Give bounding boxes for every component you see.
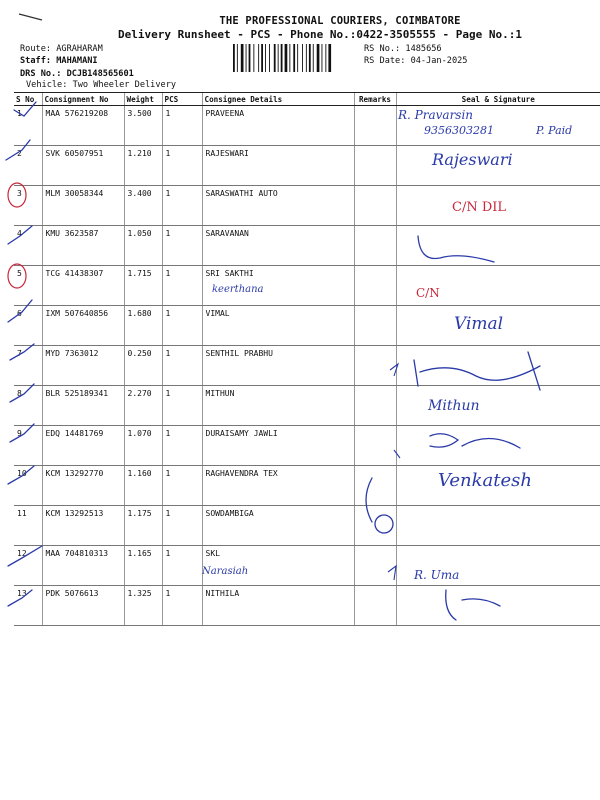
serial-number-cell: 1: [14, 106, 42, 146]
seal-signature-cell: [396, 266, 600, 306]
row3-cn-note: C/N DIL: [452, 200, 507, 215]
consignment-number-cell: SVK 60507951: [42, 146, 124, 186]
remarks-cell: [354, 226, 396, 266]
pcs-cell: 1: [162, 106, 202, 146]
col-header-seal-signature: Seal & Signature: [396, 93, 600, 106]
seal-signature-cell: [396, 466, 600, 506]
remarks-cell: [354, 586, 396, 626]
consignment-number-cell: MAA 704810313: [42, 546, 124, 586]
row8-signature: Mithun: [428, 398, 480, 414]
barcode-bar: [233, 44, 235, 72]
weight-cell: 0.250: [124, 346, 162, 386]
table-row: [14, 386, 600, 426]
barcode-bar: [293, 44, 295, 72]
barcode-bar: [289, 44, 290, 72]
col-header-consignee: Consignee Details: [202, 93, 354, 106]
weight-cell: 1.050: [124, 226, 162, 266]
barcode-bar: [261, 44, 263, 72]
row1-paid-note: P. Paid: [536, 124, 573, 137]
weight-cell: 1.325: [124, 586, 162, 626]
consignment-number-cell: PDK 5076613: [42, 586, 124, 626]
barcode-bar: [309, 44, 311, 72]
runsheet-title: Delivery Runsheet - PCS - Phone No.:0422-3505555 - Page No.:1: [118, 28, 522, 41]
row2-signature: Rajeswari: [432, 150, 513, 169]
weight-cell: 1.175: [124, 506, 162, 546]
col-header-pcs: PCS: [162, 93, 202, 106]
consignee-cell: SARASWATHI AUTO: [202, 186, 354, 226]
weight-cell: 1.160: [124, 466, 162, 506]
remarks-cell: [354, 426, 396, 466]
table-row: [14, 346, 600, 386]
pcs-cell: 1: [162, 426, 202, 466]
seal-signature-cell: [396, 506, 600, 546]
rs-date: RS Date: 04-Jan-2025: [364, 56, 468, 66]
row5-consignee-note: keerthana: [212, 284, 264, 295]
consignee-cell: SKL: [202, 546, 354, 586]
consignment-number-cell: MLM 30058344: [42, 186, 124, 226]
serial-number-cell: 9: [14, 426, 42, 466]
row6-signature: Vimal: [454, 314, 504, 334]
table-row: [14, 546, 600, 586]
remarks-cell: [354, 346, 396, 386]
col-header-weight: Weight: [124, 93, 162, 106]
table-row: [14, 146, 600, 186]
seal-signature-cell: [396, 346, 600, 386]
table-row: [14, 106, 600, 146]
vehicle-label: Vehicle: Two Wheeler Delivery: [26, 80, 177, 90]
drs-barcode: [232, 44, 354, 72]
consignment-number-cell: KMU 3623587: [42, 226, 124, 266]
row1-recipient-name: R. Pravarsin: [398, 108, 474, 122]
weight-cell: 1.165: [124, 546, 162, 586]
table-row: [14, 466, 600, 506]
serial-number-cell: 8: [14, 386, 42, 426]
pcs-cell: 1: [162, 546, 202, 586]
runsheet-table: [14, 92, 600, 626]
remarks-cell: [354, 306, 396, 346]
consignment-number-cell: TCG 41438307: [42, 266, 124, 306]
pcs-cell: 1: [162, 506, 202, 546]
seal-signature-cell: [396, 106, 600, 146]
remarks-cell: [354, 386, 396, 426]
seal-signature-cell: [396, 306, 600, 346]
barcode-bar: [322, 44, 323, 72]
weight-cell: 1.210: [124, 146, 162, 186]
table-row: [14, 266, 600, 306]
pcs-cell: 1: [162, 226, 202, 266]
consignee-cell: NITHILA: [202, 586, 354, 626]
remarks-cell: [354, 466, 396, 506]
serial-number-cell: 10: [14, 466, 42, 506]
seal-signature-cell: [396, 226, 600, 266]
remarks-cell: [354, 546, 396, 586]
seal-signature-cell: [396, 586, 600, 626]
consignment-number-cell: KCM 13292513: [42, 506, 124, 546]
remarks-cell: [354, 106, 396, 146]
pcs-cell: 1: [162, 346, 202, 386]
barcode-bar: [325, 44, 326, 72]
seal-signature-cell: [396, 186, 600, 226]
corner-pen-mark: [18, 12, 44, 22]
barcode-bar: [274, 44, 276, 72]
remarks-cell: [354, 186, 396, 226]
barcode-bar: [297, 44, 298, 72]
barcode-bar: [258, 44, 259, 72]
consignee-cell: SOWDAMBIGA: [202, 506, 354, 546]
pcs-cell: 1: [162, 186, 202, 226]
drs-number: DRS No.: DCJB148565601: [20, 69, 134, 79]
table-row: [14, 586, 600, 626]
seal-signature-cell: [396, 146, 600, 186]
consignee-cell: RAJESWARI: [202, 146, 354, 186]
consignment-number-cell: MAA 576219208: [42, 106, 124, 146]
serial-number-cell: 7: [14, 346, 42, 386]
barcode-bar: [281, 44, 283, 72]
weight-cell: 2.270: [124, 386, 162, 426]
pcs-cell: 1: [162, 386, 202, 426]
seal-signature-cell: [396, 426, 600, 466]
weight-cell: 3.500: [124, 106, 162, 146]
consignee-cell: RAGHAVENDRA TEX: [202, 466, 354, 506]
seal-signature-cell: [396, 546, 600, 586]
table-row: [14, 506, 600, 546]
consignment-number-cell: EDQ 14481769: [42, 426, 124, 466]
barcode-bar: [253, 44, 254, 72]
table-row: [14, 226, 600, 266]
remarks-cell: [354, 506, 396, 546]
row10-signature: Venkatesh: [438, 470, 532, 491]
consignee-cell: SRI SAKTHI: [202, 266, 354, 306]
serial-number-cell: 4: [14, 226, 42, 266]
col-header-remarks: Remarks: [354, 93, 396, 106]
pcs-cell: 1: [162, 146, 202, 186]
barcode-bar: [285, 44, 288, 72]
remarks-cell: [354, 146, 396, 186]
rs-number: RS No.: 1485656: [364, 44, 442, 54]
row5-cn-note: C/N: [416, 286, 440, 300]
barcode-bar: [313, 44, 314, 72]
barcode-bar: [265, 44, 266, 72]
barcode-bar: [317, 44, 320, 72]
consignee-cell: MITHUN: [202, 386, 354, 426]
table-header-row: [14, 93, 600, 106]
barcode-bar: [306, 44, 307, 72]
pcs-cell: 1: [162, 466, 202, 506]
consignee-cell: SARAVANAN: [202, 226, 354, 266]
weight-cell: 1.680: [124, 306, 162, 346]
row12-signature: R. Uma: [414, 568, 460, 582]
barcode-bar: [302, 44, 303, 72]
table-row: [14, 426, 600, 466]
consignment-number-cell: KCM 13292770: [42, 466, 124, 506]
table-row: [14, 306, 600, 346]
barcode-bar: [328, 44, 331, 72]
barcode-bar: [269, 44, 270, 72]
serial-number-cell: 6: [14, 306, 42, 346]
consignee-cell: SENTHIL PRABHU: [202, 346, 354, 386]
serial-number-cell: 12: [14, 546, 42, 586]
consignee-cell: DURAISAMY JAWLI: [202, 426, 354, 466]
barcode-bar: [241, 44, 244, 72]
col-header-sno: S No: [14, 93, 42, 106]
staff-label: Staff: MAHAMANI: [20, 56, 98, 66]
consignment-number-cell: MYD 7363012: [42, 346, 124, 386]
consignee-cell: VIMAL: [202, 306, 354, 346]
barcode-bar: [237, 44, 238, 72]
row1-recipient-phone: 9356303281: [424, 124, 494, 137]
serial-number-cell: 3: [14, 186, 42, 226]
weight-cell: 1.715: [124, 266, 162, 306]
remarks-cell: [354, 266, 396, 306]
weight-cell: 1.070: [124, 426, 162, 466]
consignment-number-cell: IXM 507640856: [42, 306, 124, 346]
consignment-number-cell: BLR 525189341: [42, 386, 124, 426]
barcode-bar: [249, 44, 251, 72]
seal-signature-cell: [396, 386, 600, 426]
consignee-cell: PRAVEENA: [202, 106, 354, 146]
table-row: [14, 186, 600, 226]
weight-cell: 3.400: [124, 186, 162, 226]
pcs-cell: 1: [162, 586, 202, 626]
serial-number-cell: 5: [14, 266, 42, 306]
barcode-bar: [246, 44, 247, 72]
serial-number-cell: 13: [14, 586, 42, 626]
serial-number-cell: 2: [14, 146, 42, 186]
pcs-cell: 1: [162, 306, 202, 346]
serial-number-cell: 11: [14, 506, 42, 546]
pcs-cell: 1: [162, 266, 202, 306]
col-header-consignment: Consignment No: [42, 93, 124, 106]
route-label: Route: AGRAHARAM: [20, 44, 103, 54]
barcode-bar: [278, 44, 279, 72]
row12-consignee-note: Narasiah: [202, 566, 249, 577]
company-title: THE PROFESSIONAL COURIERS, COIMBATORE: [219, 15, 461, 27]
